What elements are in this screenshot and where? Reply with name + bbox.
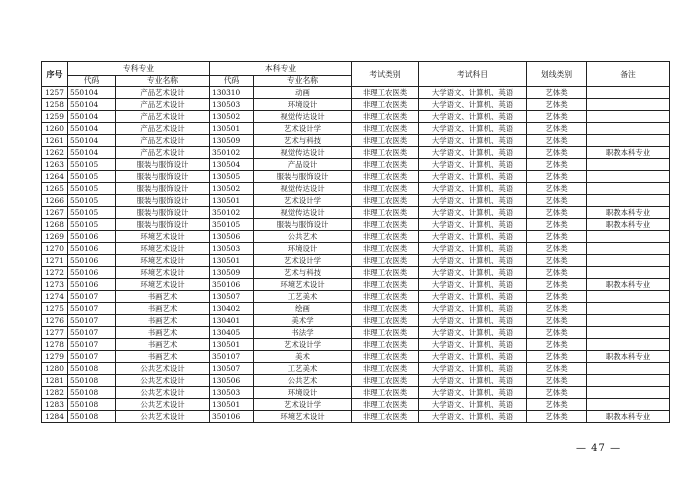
cell-exam-type: 非理工农医类	[352, 147, 419, 159]
cell-seq: 1278	[42, 339, 68, 351]
cell-undergrad-name: 绘画	[254, 303, 352, 315]
cell-undergrad-code: 130507	[210, 291, 254, 303]
cell-exam-type: 非理工农医类	[352, 327, 419, 339]
cell-vocational-code: 550107	[68, 339, 116, 351]
cell-seq: 1266	[42, 195, 68, 207]
cell-exam-type: 非理工农医类	[352, 159, 419, 171]
table-row	[42, 87, 670, 99]
cell-undergrad-code: 130506	[210, 375, 254, 387]
cell-undergrad-code: 130501	[210, 195, 254, 207]
cell-exam-type: 非理工农医类	[352, 291, 419, 303]
cell-undergrad-name: 书法学	[254, 327, 352, 339]
cell-seq: 1263	[42, 159, 68, 171]
cell-vocational-name: 服装与服饰设计	[116, 171, 210, 183]
cell-line-type: 艺体类	[527, 387, 587, 399]
cell-line-type: 艺体类	[527, 195, 587, 207]
cell-vocational-code: 550105	[68, 159, 116, 171]
cell-seq: 1267	[42, 207, 68, 219]
cell-undergrad-name: 视觉传达设计	[254, 207, 352, 219]
cell-line-type: 艺体类	[527, 183, 587, 195]
cell-exam-subjects: 大学语文、计算机、英语	[419, 171, 527, 183]
cell-line-type: 艺体类	[527, 111, 587, 123]
cell-vocational-code: 550107	[68, 315, 116, 327]
table-row	[42, 147, 670, 159]
cell-vocational-code: 550104	[68, 123, 116, 135]
cell-line-type: 艺体类	[527, 363, 587, 375]
cell-exam-type: 非理工农医类	[352, 411, 419, 423]
cell-vocational-name: 公共艺术设计	[116, 387, 210, 399]
cell-vocational-code: 550104	[68, 111, 116, 123]
cell-seq: 1257	[42, 87, 68, 99]
cell-exam-type: 非理工农医类	[352, 171, 419, 183]
cell-exam-type: 非理工农医类	[352, 363, 419, 375]
cell-line-type: 艺体类	[527, 375, 587, 387]
cell-line-type: 艺体类	[527, 411, 587, 423]
cell-undergrad-code: 130501	[210, 123, 254, 135]
cell-exam-type: 非理工农医类	[352, 243, 419, 255]
cell-exam-type: 非理工农医类	[352, 399, 419, 411]
cell-exam-type: 非理工农医类	[352, 303, 419, 315]
cell-vocational-code: 550104	[68, 87, 116, 99]
cell-exam-subjects: 大学语文、计算机、英语	[419, 411, 527, 423]
cell-remarks	[587, 291, 670, 303]
table-row	[42, 387, 670, 399]
cell-exam-subjects: 大学语文、计算机、英语	[419, 207, 527, 219]
cell-undergrad-code: 130505	[210, 171, 254, 183]
cell-line-type: 艺体类	[527, 267, 587, 279]
cell-remarks	[587, 339, 670, 351]
cell-remarks	[587, 99, 670, 111]
cell-undergrad-code: 130501	[210, 399, 254, 411]
cell-undergrad-name: 环境艺术设计	[254, 411, 352, 423]
cell-undergrad-name: 环境设计	[254, 387, 352, 399]
cell-exam-type: 非理工农医类	[352, 387, 419, 399]
table-row	[42, 219, 670, 231]
cell-line-type: 艺体类	[527, 339, 587, 351]
cell-remarks	[587, 387, 670, 399]
cell-exam-type: 非理工农医类	[352, 183, 419, 195]
table-row	[42, 159, 670, 171]
cell-vocational-code: 550108	[68, 363, 116, 375]
header-exam-subjects: 考试科目	[419, 62, 527, 87]
table-row	[42, 99, 670, 111]
cell-undergrad-name: 环境设计	[254, 243, 352, 255]
cell-seq: 1268	[42, 219, 68, 231]
table-row	[42, 255, 670, 267]
cell-exam-type: 非理工农医类	[352, 207, 419, 219]
cell-undergrad-name: 工艺美术	[254, 291, 352, 303]
table-row	[42, 207, 670, 219]
cell-remarks	[587, 399, 670, 411]
table-row	[42, 339, 670, 351]
cell-remarks	[587, 303, 670, 315]
cell-remarks	[587, 111, 670, 123]
cell-remarks	[587, 159, 670, 171]
cell-undergrad-name: 公共艺术	[254, 231, 352, 243]
table-row	[42, 411, 670, 423]
cell-undergrad-name: 公共艺术	[254, 375, 352, 387]
cell-exam-subjects: 大学语文、计算机、英语	[419, 231, 527, 243]
cell-line-type: 艺体类	[527, 255, 587, 267]
cell-seq: 1265	[42, 183, 68, 195]
table-row	[42, 363, 670, 375]
cell-line-type: 艺体类	[527, 135, 587, 147]
cell-seq: 1277	[42, 327, 68, 339]
cell-vocational-code: 550104	[68, 135, 116, 147]
cell-undergrad-name: 艺术与科技	[254, 267, 352, 279]
cell-line-type: 艺体类	[527, 231, 587, 243]
cell-exam-type: 非理工农医类	[352, 195, 419, 207]
cell-vocational-code: 550106	[68, 243, 116, 255]
table-row	[42, 375, 670, 387]
cell-exam-type: 非理工农医类	[352, 111, 419, 123]
cell-vocational-code: 550105	[68, 171, 116, 183]
cell-exam-subjects: 大学语文、计算机、英语	[419, 87, 527, 99]
cell-seq: 1262	[42, 147, 68, 159]
table-row	[42, 279, 670, 291]
cell-remarks	[587, 255, 670, 267]
cell-vocational-name: 书画艺术	[116, 303, 210, 315]
table-row	[42, 291, 670, 303]
cell-vocational-name: 产品艺术设计	[116, 147, 210, 159]
header-line-type: 划线类别	[527, 62, 587, 87]
header-undergrad-group: 本科专业	[210, 62, 352, 76]
cell-vocational-name: 环境艺术设计	[116, 243, 210, 255]
cell-exam-subjects: 大学语文、计算机、英语	[419, 135, 527, 147]
cell-remarks	[587, 171, 670, 183]
cell-exam-subjects: 大学语文、计算机、英语	[419, 375, 527, 387]
cell-undergrad-code: 130402	[210, 303, 254, 315]
cell-undergrad-name: 服装与服饰设计	[254, 171, 352, 183]
cell-exam-subjects: 大学语文、计算机、英语	[419, 387, 527, 399]
cell-exam-subjects: 大学语文、计算机、英语	[419, 279, 527, 291]
cell-undergrad-name: 美术学	[254, 315, 352, 327]
cell-undergrad-code: 130501	[210, 339, 254, 351]
cell-undergrad-name: 视觉传达设计	[254, 183, 352, 195]
cell-remarks	[587, 183, 670, 195]
cell-seq: 1276	[42, 315, 68, 327]
cell-undergrad-name: 视觉传达设计	[254, 111, 352, 123]
cell-seq: 1280	[42, 363, 68, 375]
cell-line-type: 艺体类	[527, 207, 587, 219]
cell-exam-type: 非理工农医类	[352, 99, 419, 111]
cell-exam-subjects: 大学语文、计算机、英语	[419, 159, 527, 171]
cell-vocational-name: 产品艺术设计	[116, 111, 210, 123]
major-table	[41, 61, 670, 423]
cell-vocational-code: 550107	[68, 327, 116, 339]
cell-vocational-name: 书画艺术	[116, 291, 210, 303]
cell-exam-subjects: 大学语文、计算机、英语	[419, 303, 527, 315]
cell-vocational-code: 550104	[68, 147, 116, 159]
cell-exam-type: 非理工农医类	[352, 219, 419, 231]
cell-line-type: 艺体类	[527, 123, 587, 135]
cell-undergrad-code: 130503	[210, 243, 254, 255]
cell-remarks	[587, 123, 670, 135]
cell-line-type: 艺体类	[527, 159, 587, 171]
cell-vocational-name: 环境艺术设计	[116, 255, 210, 267]
cell-vocational-code: 550108	[68, 375, 116, 387]
page-number: — 47 —	[576, 443, 622, 454]
table-row	[42, 111, 670, 123]
cell-exam-subjects: 大学语文、计算机、英语	[419, 351, 527, 363]
cell-seq: 1281	[42, 375, 68, 387]
cell-exam-subjects: 大学语文、计算机、英语	[419, 99, 527, 111]
cell-remarks	[587, 315, 670, 327]
cell-vocational-name: 产品艺术设计	[116, 87, 210, 99]
cell-vocational-name: 书画艺术	[116, 315, 210, 327]
cell-undergrad-name: 环境艺术设计	[254, 279, 352, 291]
cell-seq: 1274	[42, 291, 68, 303]
cell-line-type: 艺体类	[527, 351, 587, 363]
table-row	[42, 123, 670, 135]
table-row	[42, 351, 670, 363]
header-vocational-name: 专业名称	[116, 76, 210, 87]
cell-exam-type: 非理工农医类	[352, 339, 419, 351]
cell-exam-subjects: 大学语文、计算机、英语	[419, 291, 527, 303]
cell-vocational-name: 产品艺术设计	[116, 135, 210, 147]
cell-exam-type: 非理工农医类	[352, 231, 419, 243]
cell-vocational-code: 550105	[68, 219, 116, 231]
cell-exam-type: 非理工农医类	[352, 315, 419, 327]
header-vocational-code: 代码	[68, 76, 116, 87]
cell-remarks	[587, 243, 670, 255]
cell-undergrad-name: 艺术设计学	[254, 255, 352, 267]
cell-undergrad-name: 环境设计	[254, 99, 352, 111]
cell-undergrad-code: 130310	[210, 87, 254, 99]
cell-seq: 1264	[42, 171, 68, 183]
cell-exam-type: 非理工农医类	[352, 135, 419, 147]
cell-vocational-name: 书画艺术	[116, 339, 210, 351]
cell-line-type: 艺体类	[527, 147, 587, 159]
cell-line-type: 艺体类	[527, 291, 587, 303]
cell-exam-subjects: 大学语文、计算机、英语	[419, 339, 527, 351]
cell-seq: 1279	[42, 351, 68, 363]
cell-vocational-code: 550106	[68, 231, 116, 243]
cell-line-type: 艺体类	[527, 87, 587, 99]
cell-vocational-name: 服装与服饰设计	[116, 159, 210, 171]
cell-line-type: 艺体类	[527, 327, 587, 339]
cell-remarks	[587, 267, 670, 279]
table-row	[42, 267, 670, 279]
cell-vocational-code: 550105	[68, 207, 116, 219]
cell-vocational-code: 550106	[68, 267, 116, 279]
cell-undergrad-name: 艺术设计学	[254, 399, 352, 411]
cell-vocational-code: 550104	[68, 99, 116, 111]
table-row	[42, 327, 670, 339]
cell-line-type: 艺体类	[527, 315, 587, 327]
header-undergrad-name: 专业名称	[254, 76, 352, 87]
table-row	[42, 183, 670, 195]
cell-exam-subjects: 大学语文、计算机、英语	[419, 123, 527, 135]
cell-exam-subjects: 大学语文、计算机、英语	[419, 315, 527, 327]
table-row	[42, 195, 670, 207]
cell-exam-subjects: 大学语文、计算机、英语	[419, 111, 527, 123]
cell-exam-type: 非理工农医类	[352, 279, 419, 291]
cell-undergrad-code: 130503	[210, 99, 254, 111]
cell-remarks	[587, 195, 670, 207]
cell-undergrad-code: 130503	[210, 387, 254, 399]
cell-exam-subjects: 大学语文、计算机、英语	[419, 327, 527, 339]
cell-line-type: 艺体类	[527, 279, 587, 291]
cell-exam-subjects: 大学语文、计算机、英语	[419, 147, 527, 159]
cell-exam-type: 非理工农医类	[352, 255, 419, 267]
cell-vocational-name: 公共艺术设计	[116, 375, 210, 387]
cell-seq: 1273	[42, 279, 68, 291]
table-row	[42, 303, 670, 315]
cell-vocational-name: 书画艺术	[116, 351, 210, 363]
cell-exam-type: 非理工农医类	[352, 351, 419, 363]
cell-line-type: 艺体类	[527, 99, 587, 111]
cell-seq: 1272	[42, 267, 68, 279]
cell-vocational-code: 550108	[68, 411, 116, 423]
cell-exam-type: 非理工农医类	[352, 375, 419, 387]
cell-undergrad-name: 视觉传达设计	[254, 147, 352, 159]
header-undergrad-code: 代码	[210, 76, 254, 87]
cell-undergrad-code: 350107	[210, 351, 254, 363]
cell-undergrad-code: 130506	[210, 231, 254, 243]
cell-line-type: 艺体类	[527, 303, 587, 315]
cell-remarks: 职教本科专业	[587, 147, 670, 159]
cell-vocational-code: 550107	[68, 351, 116, 363]
cell-remarks: 职教本科专业	[587, 411, 670, 423]
header-exam-type: 考试类别	[352, 62, 419, 87]
cell-line-type: 艺体类	[527, 243, 587, 255]
table-row	[42, 231, 670, 243]
cell-vocational-code: 550107	[68, 303, 116, 315]
cell-undergrad-code: 130502	[210, 183, 254, 195]
cell-undergrad-code: 130509	[210, 267, 254, 279]
cell-vocational-name: 环境艺术设计	[116, 231, 210, 243]
cell-undergrad-code: 350106	[210, 279, 254, 291]
table-row	[42, 243, 670, 255]
cell-remarks	[587, 327, 670, 339]
cell-undergrad-name: 动画	[254, 87, 352, 99]
table-row	[42, 171, 670, 183]
cell-vocational-code: 550108	[68, 387, 116, 399]
cell-seq: 1269	[42, 231, 68, 243]
cell-vocational-name: 服装与服饰设计	[116, 183, 210, 195]
cell-exam-subjects: 大学语文、计算机、英语	[419, 243, 527, 255]
cell-undergrad-code: 130509	[210, 135, 254, 147]
cell-remarks	[587, 363, 670, 375]
cell-exam-type: 非理工农医类	[352, 267, 419, 279]
cell-seq: 1261	[42, 135, 68, 147]
cell-undergrad-name: 艺术与科技	[254, 135, 352, 147]
table-row	[42, 399, 670, 411]
table-row	[42, 135, 670, 147]
cell-undergrad-code: 350102	[210, 207, 254, 219]
cell-undergrad-name: 美术	[254, 351, 352, 363]
table-row	[42, 315, 670, 327]
cell-vocational-name: 书画艺术	[116, 327, 210, 339]
cell-undergrad-code: 350105	[210, 219, 254, 231]
cell-remarks: 职教本科专业	[587, 219, 670, 231]
cell-undergrad-name: 艺术设计学	[254, 195, 352, 207]
cell-exam-subjects: 大学语文、计算机、英语	[419, 195, 527, 207]
cell-remarks	[587, 375, 670, 387]
cell-vocational-name: 公共艺术设计	[116, 411, 210, 423]
cell-undergrad-name: 艺术设计学	[254, 339, 352, 351]
cell-undergrad-code: 130504	[210, 159, 254, 171]
cell-seq: 1270	[42, 243, 68, 255]
cell-vocational-code: 550108	[68, 399, 116, 411]
cell-exam-subjects: 大学语文、计算机、英语	[419, 399, 527, 411]
cell-remarks	[587, 231, 670, 243]
cell-remarks: 职教本科专业	[587, 351, 670, 363]
cell-undergrad-code: 130501	[210, 255, 254, 267]
cell-vocational-name: 产品艺术设计	[116, 99, 210, 111]
cell-seq: 1271	[42, 255, 68, 267]
cell-undergrad-code: 130405	[210, 327, 254, 339]
cell-seq: 1283	[42, 399, 68, 411]
cell-undergrad-code: 130507	[210, 363, 254, 375]
header-remarks: 备注	[587, 62, 670, 87]
cell-undergrad-name: 工艺美术	[254, 363, 352, 375]
table-body	[42, 87, 670, 423]
cell-remarks: 职教本科专业	[587, 279, 670, 291]
cell-vocational-name: 产品艺术设计	[116, 123, 210, 135]
cell-exam-subjects: 大学语文、计算机、英语	[419, 183, 527, 195]
cell-undergrad-code: 130502	[210, 111, 254, 123]
cell-line-type: 艺体类	[527, 171, 587, 183]
cell-line-type: 艺体类	[527, 399, 587, 411]
cell-vocational-name: 公共艺术设计	[116, 363, 210, 375]
cell-vocational-code: 550105	[68, 183, 116, 195]
cell-undergrad-name: 服装与服饰设计	[254, 219, 352, 231]
cell-seq: 1260	[42, 123, 68, 135]
cell-undergrad-code: 350106	[210, 411, 254, 423]
cell-seq: 1259	[42, 111, 68, 123]
header-seq: 序号	[42, 62, 68, 87]
cell-seq: 1258	[42, 99, 68, 111]
header-vocational-group: 专科专业	[68, 62, 210, 76]
cell-vocational-name: 服装与服饰设计	[116, 207, 210, 219]
cell-seq: 1282	[42, 387, 68, 399]
cell-exam-subjects: 大学语文、计算机、英语	[419, 255, 527, 267]
cell-undergrad-code: 130401	[210, 315, 254, 327]
cell-line-type: 艺体类	[527, 219, 587, 231]
cell-exam-type: 非理工农医类	[352, 87, 419, 99]
cell-undergrad-name: 产品设计	[254, 159, 352, 171]
cell-exam-subjects: 大学语文、计算机、英语	[419, 219, 527, 231]
cell-seq: 1284	[42, 411, 68, 423]
cell-exam-type: 非理工农医类	[352, 123, 419, 135]
cell-vocational-name: 公共艺术设计	[116, 399, 210, 411]
cell-vocational-name: 环境艺术设计	[116, 279, 210, 291]
cell-seq: 1275	[42, 303, 68, 315]
cell-vocational-code: 550107	[68, 291, 116, 303]
cell-vocational-name: 服装与服饰设计	[116, 195, 210, 207]
cell-vocational-name: 环境艺术设计	[116, 267, 210, 279]
cell-undergrad-name: 艺术设计学	[254, 123, 352, 135]
cell-undergrad-code: 350102	[210, 147, 254, 159]
cell-remarks	[587, 87, 670, 99]
cell-remarks: 职教本科专业	[587, 207, 670, 219]
cell-vocational-code: 550105	[68, 195, 116, 207]
cell-remarks	[587, 135, 670, 147]
cell-vocational-code: 550106	[68, 279, 116, 291]
cell-exam-subjects: 大学语文、计算机、英语	[419, 267, 527, 279]
cell-vocational-name: 服装与服饰设计	[116, 219, 210, 231]
cell-exam-subjects: 大学语文、计算机、英语	[419, 363, 527, 375]
cell-vocational-code: 550106	[68, 255, 116, 267]
